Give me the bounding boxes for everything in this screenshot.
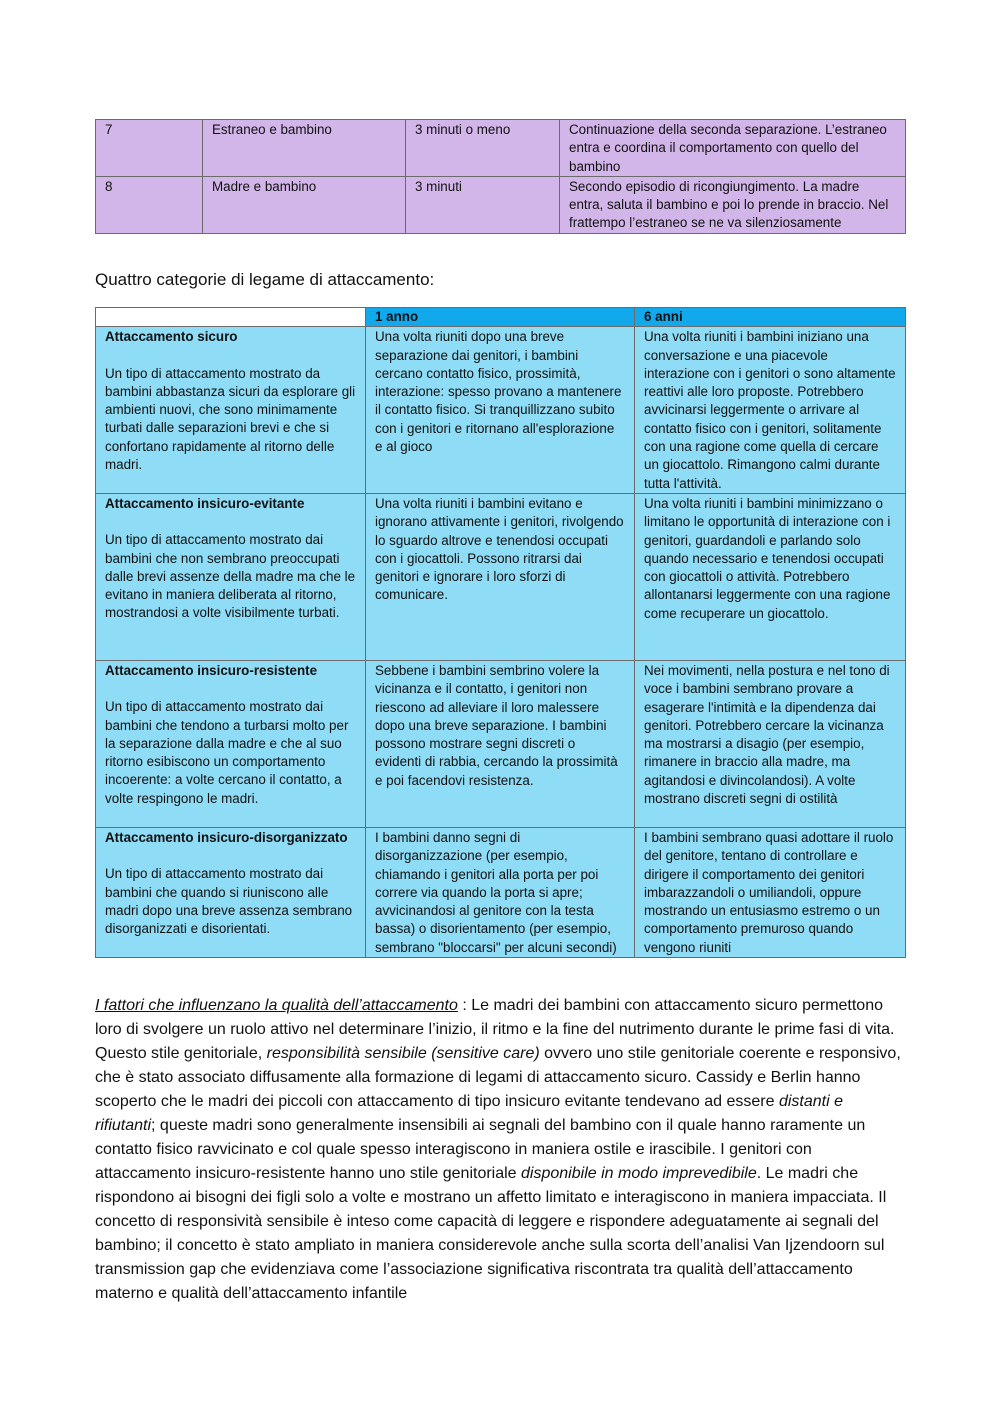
category-description: Un tipo di attaccamento mostrato dai bambini che non sembrano preoccupati dalle brevi assenze della madre ma che le evitano in maniera deliberata al ritorno, mostrandosi a volte visibilmente turbati. <box>105 532 356 621</box>
body-paragraph <box>95 994 907 1306</box>
table-row <box>96 120 906 177</box>
paragraph-text: ovvero uno stile genitoriale coerente e responsivo, che è stato associato diffusamente alla formazione di legami di attaccamento sicuro. Cassidy e Berlin hanno scoperto che le madri dei piccoli con attaccamento di tipo insicuro evitante tendevano ad essere <box>95 1045 901 1110</box>
header-6-anni: 6 anni <box>635 308 906 327</box>
table-row <box>96 327 906 494</box>
category-cell <box>96 827 366 957</box>
one-year-cell: Una volta riuniti dopo una breve separazione dai genitori, i bambini cercano contatto fisico, prossimità, interazione: spesso provano a mantenere il contatto fisico. Si tranquillizzano subito con i genitori e ritornano all'esplorazione e al gioco <box>366 327 635 494</box>
six-years-cell: I bambini sembrano quasi adottare il ruolo del genitore, tentano di controllare e dirigere il comportamento dei genitori imbarazzandoli o umiliandoli, oppure mostrando un entusiasmo estremo o un comportamento premuroso quando vengono riuniti <box>635 827 906 957</box>
paragraph-emphasis: disponibile in modo imprevedibile <box>521 1165 757 1182</box>
table-header-row <box>96 308 906 327</box>
six-years-cell: Nei movimenti, nella postura e nel tono di voce i bambini sembrano provare a esagerare l'intimità e la dipendenza dai genitori. Potrebbero cercare la vicinanza ma mostrarsi a disagio (per esempio, rimanere in braccio alla madre, ma agitandosi e divincolandosi). A volte mostrano discreti segni di ostilità <box>635 660 906 827</box>
paragraph-text: . Le madri che rispondono ai bisogni dei figli solo a volte e mostrano un affetto limitato e interagiscono in maniera impacciata. Il concetto di responsività sensibile è inteso come capacità di leggere e rispondere adeguatamente ai segnali del bambino; il concetto è stato ampliato in maniera considerevole anche sulla scorta dell’analisi Van Ijzendoorn sul transmission gap che evidenziava come l’associazione significativa riscontrata tra qualità dell’attaccamento materno e qualità dell’attaccamento infantile <box>95 1165 887 1302</box>
paragraph-text: ; queste madri sono generalmente insensibili ai segnali del bambino con il quale hanno raramente un contatto fisico ravvicinato e col quale spesso interagiscono in maniera ostile e irascibile. I genitori con attaccamento insicuro-resistente hanno uno stile genitoriale <box>95 1117 866 1182</box>
category-cell <box>96 327 366 494</box>
category-description: Un tipo di attaccamento mostrato dai bambini che quando si riuniscono alle madri dopo una breve assenza sembrano disorganizzati e disorientati. <box>105 866 353 937</box>
episode-duration: 3 minuti o meno <box>406 120 560 177</box>
episode-number: 7 <box>96 120 203 177</box>
episode-description: Secondo episodio di ricongiungimento. La madre entra, saluta il bambino e poi lo prende in braccio. Nel frattempo l’estraneo se ne va silenziosamente <box>560 176 906 233</box>
episode-description: Continuazione della seconda separazione. L’estraneo entra e coordina il comportamento con quello del bambino <box>560 120 906 177</box>
category-title: Attaccamento insicuro-resistente <box>105 662 318 678</box>
one-year-cell: Sebbene i bambini sembrino volere la vicinanza e il contatto, i genitori non riescono ad alleviare il loro malessere dopo una breve separazione. I bambini possono mostrare segni discreti o evidenti di rabbia, cercando la prossimità e poi facendovi resistenza. <box>366 660 635 827</box>
episode-participants: Madre e bambino <box>203 176 406 233</box>
six-years-cell: Una volta riuniti i bambini minimizzano o limitano le opportunità di interazione con i genitori, guardandoli e parlando solo quando necessario e tenendosi occupati con giocattoli o attività. Potrebbero allontanarsi leggermente con una ragione come recuperare un giocattolo. <box>635 493 906 660</box>
paragraph-emphasis: distanti e rifiutanti <box>95 1093 843 1134</box>
paragraph-lead: I fattori che influenzano la qualità dell’attaccamento <box>95 997 458 1014</box>
attachment-categories-table <box>95 307 906 958</box>
table-row <box>96 493 906 660</box>
category-cell <box>96 493 366 660</box>
category-title: Attaccamento sicuro <box>105 329 238 345</box>
paragraph-emphasis: responsibilità sensibile (sensitive care) <box>266 1045 540 1062</box>
episode-participants: Estraneo e bambino <box>203 120 406 177</box>
episodes-table <box>95 119 906 234</box>
category-title: Attaccamento insicuro-evitante <box>105 495 305 511</box>
category-description: Un tipo di attaccamento mostrato da bambini abbastanza sicuri da esplorare gli ambienti nuovi, che sono minimamente turbati dalle separazioni brevi e che si confortano rapidamente al ritorno delle madri. <box>105 365 356 473</box>
episode-number: 8 <box>96 176 203 233</box>
one-year-cell: Una volta riuniti i bambini evitano e ignorano attivamente i genitori, rivolgendo lo sguardo altrove e tenendosi occupati con i giocattoli. Possono ritrarsi dai genitori e ignorare i loro sforzi di comunicare. <box>366 493 635 660</box>
table-row <box>96 176 906 233</box>
paragraph-text: : Le madri dei bambini con attaccamento sicuro permettono loro di svolgere un ruolo attivo nel determinare l’inizio, il ritmo e la fine del nutrimento durante le prime fasi di vita. Questo stile genitoriale, <box>95 997 895 1062</box>
table-row <box>96 827 906 957</box>
header-1-anno: 1 anno <box>366 308 635 327</box>
one-year-cell: I bambini danno segni di disorganizzazione (per esempio, chiamando i genitori alla porta per poi correre via quando la porta si apre; avvicinandosi al genitore con la testa bassa) o disorientamento (per esempio, sembrano "bloccarsi" per alcuni secondi) <box>366 827 635 957</box>
category-title: Attaccamento insicuro-disorganizzato <box>105 829 348 845</box>
table-row <box>96 660 906 827</box>
episode-duration: 3 minuti <box>406 176 560 233</box>
categories-heading: Quattro categorie di legame di attaccamento: <box>95 270 435 289</box>
category-description: Un tipo di attaccamento mostrato dai bambini che tendono a turbarsi molto per la separazione dalla madre e che al suo ritorno esibiscono un comportamento incoerente: a volte cercano il contatto, a volte respingono le madri. <box>105 699 349 806</box>
six-years-cell: Una volta riuniti i bambini iniziano una conversazione e una piacevole interazione con i genitori o sono altamente reattivi alle loro proposte. Potrebbero avvicinarsi leggermente o arrivare al contatto fisico con i genitori, solitamente con una ragione come quella di cercare un giocattolo. Rimangono calmi durante tutta l'attività. <box>635 327 906 494</box>
header-blank-cell <box>96 308 366 327</box>
category-cell <box>96 660 366 827</box>
